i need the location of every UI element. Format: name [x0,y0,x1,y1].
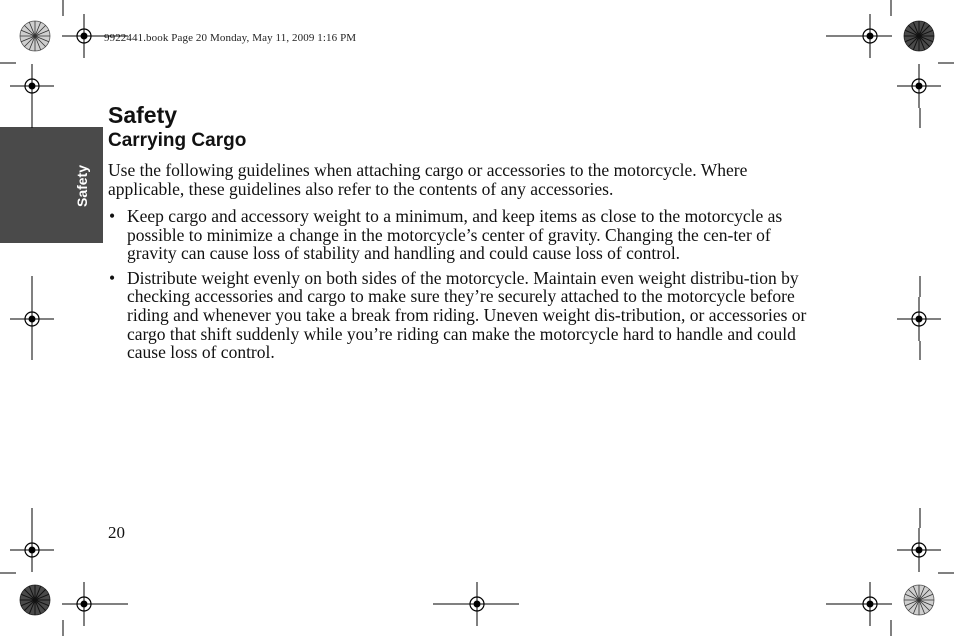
page-number: 20 [108,523,125,542]
bullet-icon: • [109,267,116,288]
registration-crosshair-icon [10,64,54,108]
intro-paragraph: Use the following guidelines when attaching cargo or accessories to the motorcycle. Where applicable, these guidelines also refer to the contents of any accessories. [108,160,748,199]
starburst-target-icon [19,584,51,616]
registration-crosshair-icon [10,528,54,572]
registration-crosshair-icon [62,14,106,58]
guideline-list [108,207,824,362]
starburst-target-icon [903,584,935,616]
bullet-icon: • [109,206,116,226]
starburst-target-icon [19,20,51,52]
section-title: Safety [108,102,178,128]
registration-crosshair-icon [897,528,941,572]
subsection-title: Carrying Cargo [108,130,247,151]
registration-crosshair-icon [848,14,892,58]
page-content [108,101,824,368]
list-item [108,207,824,263]
print-header: 9922441.book Page 20 Monday, May 11, 2009 1:16 PM [104,32,357,44]
list-item-text: Distribute weight evenly on both sides of the motorcycle. Maintain even weight distribu-tion by checking accessories and cargo to make sure they’re securely attached to the motorcycle before riding and whenever you take a break from riding. Uneven weight dis-tribution, or accessories or cargo that shift suddenly while you’re riding can make the motorcycle hard to handle and could cause loss of control. [127,267,807,363]
list-item-text: Keep cargo and accessory weight to a minimum, and keep items as close to the motorcycle as possible to minimize a change in the motorcycle’s center of gravity. Changing the cen-ter of gravity can cause loss of stability and handling and could cause loss of control. [127,206,783,264]
starburst-target-icon [903,20,935,52]
list-item [108,269,824,362]
registration-crosshair-icon [62,582,106,626]
registration-crosshair-icon [10,297,54,341]
registration-crosshair-icon [455,582,499,626]
registration-crosshair-icon [848,582,892,626]
registration-crosshair-icon [897,64,941,108]
section-thumb-tab-label: Safety [74,164,90,208]
registration-crosshair-icon [897,297,941,341]
